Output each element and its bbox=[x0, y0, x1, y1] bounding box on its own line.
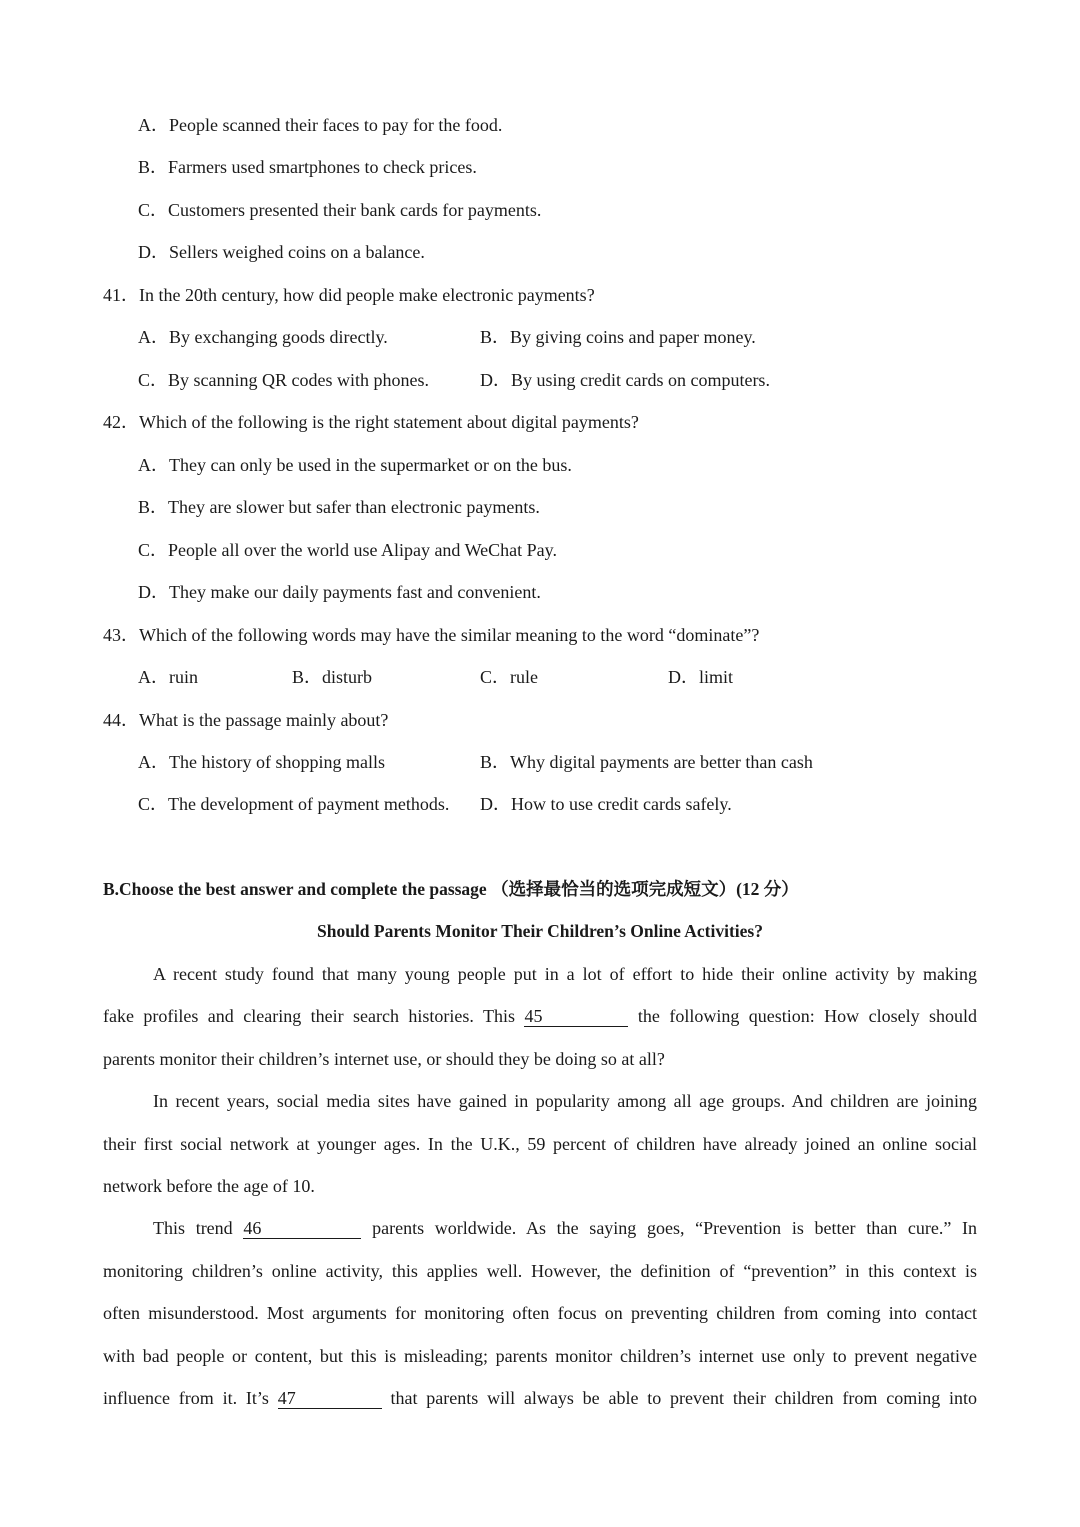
q41-option-a: A．By exchanging goods directly. bbox=[138, 327, 388, 347]
q42-option-d: D．They make our daily payments fast and convenient. bbox=[138, 582, 541, 602]
passage-text: fake profiles and clearing their search histories. This bbox=[103, 1006, 516, 1026]
passage-text: the following question: How closely should bbox=[637, 1006, 978, 1026]
q41-option-d: D．By using credit cards on computers. bbox=[480, 370, 770, 390]
q40-option-d: D．Sellers weighed coins on a balance. bbox=[138, 242, 425, 262]
q43-option-b: B．disturb bbox=[292, 667, 373, 687]
passage-line-with-blank-45 bbox=[103, 1004, 977, 1028]
passage-text: This trend bbox=[153, 1218, 233, 1238]
blank-47: 47 bbox=[278, 1388, 382, 1409]
passage-line: network before the age of 10. bbox=[103, 1176, 315, 1196]
q44-option-d: D．How to use credit cards safely. bbox=[480, 794, 732, 814]
q42-stem: 42．Which of the following is the right statement about digital payments? bbox=[103, 412, 639, 432]
blank-45: 45 bbox=[524, 1006, 628, 1027]
passage-line: their first social network at younger ages. In the U.K., 59 percent of children have already joined an online social bbox=[103, 1134, 977, 1154]
passage-line: often misunderstood. Most arguments for monitoring often focus on preventing children from coming into contact bbox=[103, 1303, 977, 1323]
q43-option-a: A．ruin bbox=[138, 667, 198, 687]
section-b-heading: B.Choose the best answer and complete the passage （选择最恰当的选项完成短文）(12 分） bbox=[103, 879, 799, 899]
q41-option-c: C．By scanning QR codes with phones. bbox=[138, 370, 429, 390]
blank-46: 46 bbox=[243, 1218, 361, 1239]
q42-option-b: B．They are slower but safer than electronic payments. bbox=[138, 497, 540, 517]
passage-line: parents monitor their children’s internet use, or should they be doing so at all? bbox=[103, 1049, 665, 1069]
passage-line-with-blank-47 bbox=[103, 1386, 977, 1410]
q40-option-a: A．People scanned their faces to pay for the food. bbox=[138, 115, 503, 135]
q44-option-c: C．The development of payment methods. bbox=[138, 794, 450, 814]
passage-text: that parents will always be able to prevent their children from coming into bbox=[390, 1388, 978, 1408]
q41-option-b: B．By giving coins and paper money. bbox=[480, 327, 756, 347]
passage-title: Should Parents Monitor Their Children’s Online Activities? bbox=[317, 921, 763, 941]
q42-option-a: A．They can only be used in the supermarket or on the bus. bbox=[138, 455, 572, 475]
q42-option-c: C．People all over the world use Alipay and WeChat Pay. bbox=[138, 540, 557, 560]
passage-line: In recent years, social media sites have gained in popularity among all age groups. And children are joining bbox=[153, 1091, 977, 1111]
q43-option-d: D．limit bbox=[668, 667, 734, 687]
passage-text: influence from it. It’s bbox=[103, 1388, 269, 1408]
passage-line: monitoring children’s online activity, this applies well. However, the definition of “prevention” in this context is bbox=[103, 1261, 977, 1281]
q44-stem: 44．What is the passage mainly about? bbox=[103, 710, 389, 730]
passage-line: with bad people or content, but this is misleading; parents monitor children’s internet use only to prevent negative bbox=[103, 1346, 977, 1366]
q44-option-a: A．The history of shopping malls bbox=[138, 752, 385, 772]
passage-text: parents worldwide. As the saying goes, “Prevention is better than cure.” In bbox=[372, 1218, 978, 1238]
passage-line: A recent study found that many young people put in a lot of effort to hide their online activity by making bbox=[153, 964, 977, 984]
q40-option-b: B．Farmers used smartphones to check prices. bbox=[138, 157, 477, 177]
q40-option-c: C．Customers presented their bank cards for payments. bbox=[138, 200, 542, 220]
q44-option-b: B．Why digital payments are better than cash bbox=[480, 752, 813, 772]
q43-option-c: C．rule bbox=[480, 667, 538, 687]
q41-stem: 41．In the 20th century, how did people make electronic payments? bbox=[103, 285, 595, 305]
passage-line-with-blank-46 bbox=[153, 1216, 977, 1240]
q43-stem: 43．Which of the following words may have the similar meaning to the word “dominate”? bbox=[103, 625, 760, 645]
